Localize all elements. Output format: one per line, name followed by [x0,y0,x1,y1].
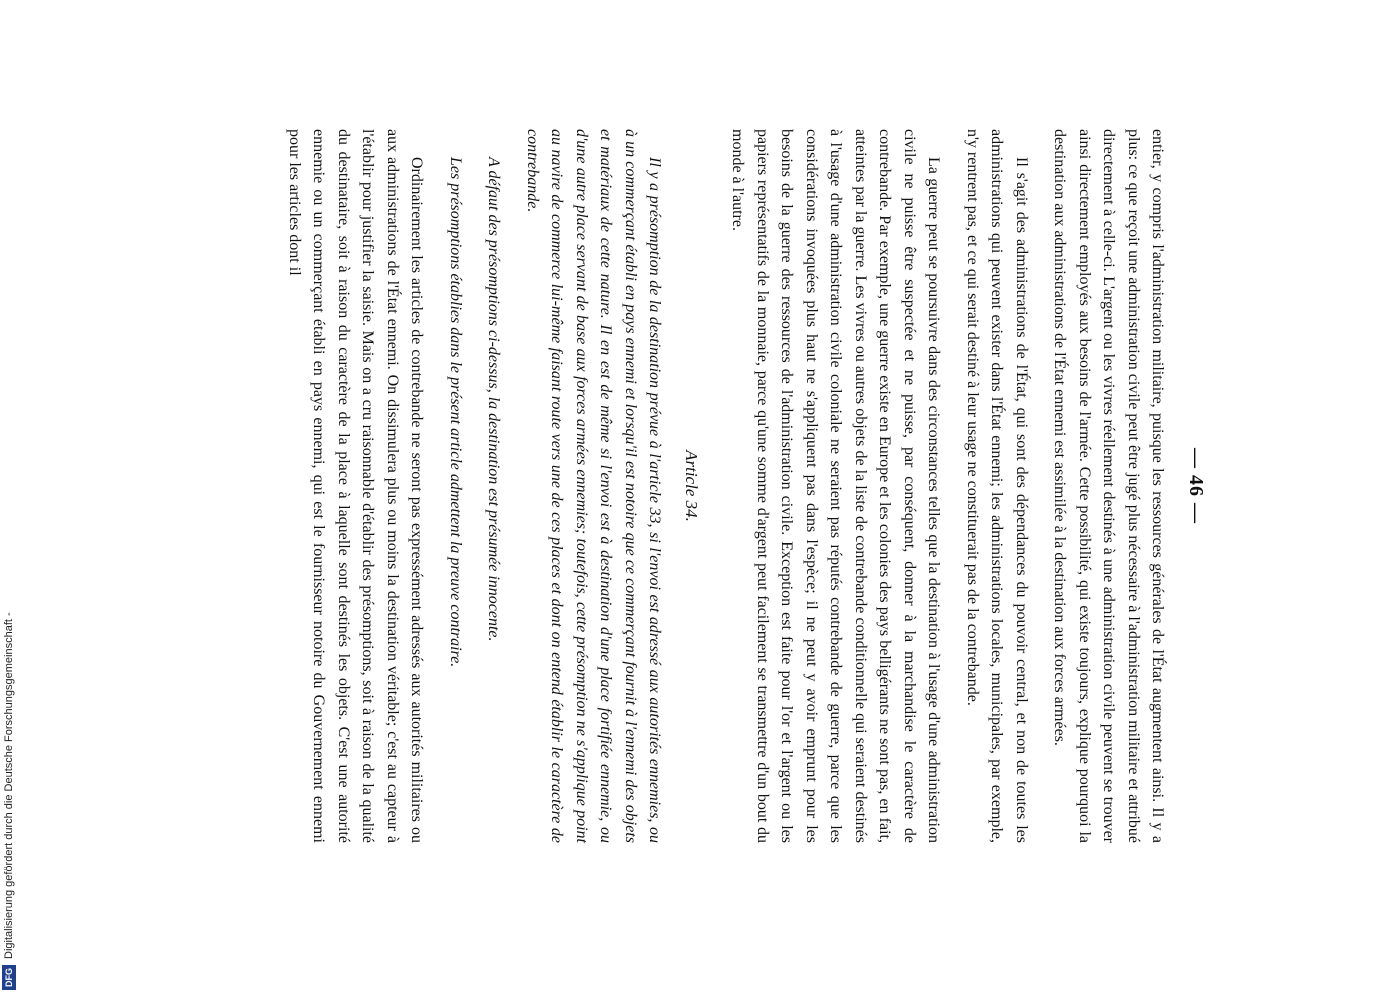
page-number: — 46 — [1185,448,1207,524]
paragraph-1: entier, y compris l'administration militaire, puisque les ressources générales de l'État augmentent ainsi. Il y a plus: ce que reçoit une administration civile peut être jugé plus nécessaire à l'administration militaire et attribué directement à celle-ci. L'argent ou les vivres réellement destinés à une administration civile peuvent se trouver ainsi directement employés aux besoins de l'armée. Cette possibilité, qui existe toujours, explique pourquoi la destination aux administrations de l'État ennemi est assimilée à la destination aux forces armées. [1051,129,1167,843]
paragraph-2: Il s'agit des administrations de l'État, qui sont des dépendances du pouvoir central, et non de toutes les administrations qui peuvent exister dans l'État ennemi; les administrations locales, municipales, par exemple, n'y rentrent pas, et ce qui serait destiné à leur usage ne constituerait pas de la contrebande. [964,129,1030,843]
article-heading: Article 34. [682,450,701,522]
article-paragraph-3: Les présomptions établies dans le présent article admettent la preuve contraire. [447,157,464,668]
credit-text: Digitalisierung gefördert durch die Deutsche Forschungsgemeinschaft - [3,612,15,959]
dfg-logo: DFG [2,965,16,990]
paragraph-commentary: Ordinairement les articles de contrebande ne seront pas expressément adressés aux autorités militaires ou aux administrations de l'État ennemi. On dissimulera plus ou moins la destination véritable; c'est au capteur à l'établir pour justifier la saisie. Mais on a cru raisonnable d'établir des présomptions, soit à raison de la qualité du destinataire, soit à raison du caractère de la place à laquelle sont destinés les objets. C'est une autorité ennemie ou un commerçant établi en pays ennemi, qui est le fournisseur notoire du Gouvernement ennemi pour les articles dont il [286,129,426,843]
paragraph-3: La guerre peut se poursuivre dans des circonstances telles que la destination à l'usage d'une administration civile ne puisse être suspectée et ne puisse, par conséquent, donner à la marchandise le caractère de contrebande. Par exemple, une guerre existe en Europe et les colonies des pays belligérants ne sont pas, en fait, atteintes par la guerre. Les vivres ou autres objets de la liste de contrebande conditionnelle qui seraient destinés à l'usage d'une administration civile coloniale ne seraient pas réputés contrebande de guerre, parce que les considérations invoquées plus haut ne s'appliquent pas dans l'espèce; il ne peut y avoir emprunt pour les besoins de la guerre des ressources de l'administration civile. Exception est faite pour l'or et l'argent ou les papiers représentatifs de la monnaie, parce qu'une somme d'argent peut facilement se transmettre d'un bout du monde à l'autre. [729,129,943,843]
article-paragraph-1: Il y a présomption de la destination prévue à l'article 33, si l'envoi est adressé aux autorités ennemies, ou à un commerçant établi en pays ennemi et lorsqu'il est notoire que ce commerçant fournit à l'ennemi des objets et matériaux de cette nature. Il en est de même si l'envoi est à destination d'une place fortifiée ennemie, ou d'une autre place servant de base aux forces armées ennemies; toutefois, cette présomption ne s'applique point au navire de commerce lui-même faisant route vers une de ces places et dont on entend établir le caractère de contrebande. [524,129,664,843]
article-paragraph-2: A défaut des présomptions ci-dessus, la destination est présumée innocente. [485,157,503,642]
text-block [268,129,1209,843]
